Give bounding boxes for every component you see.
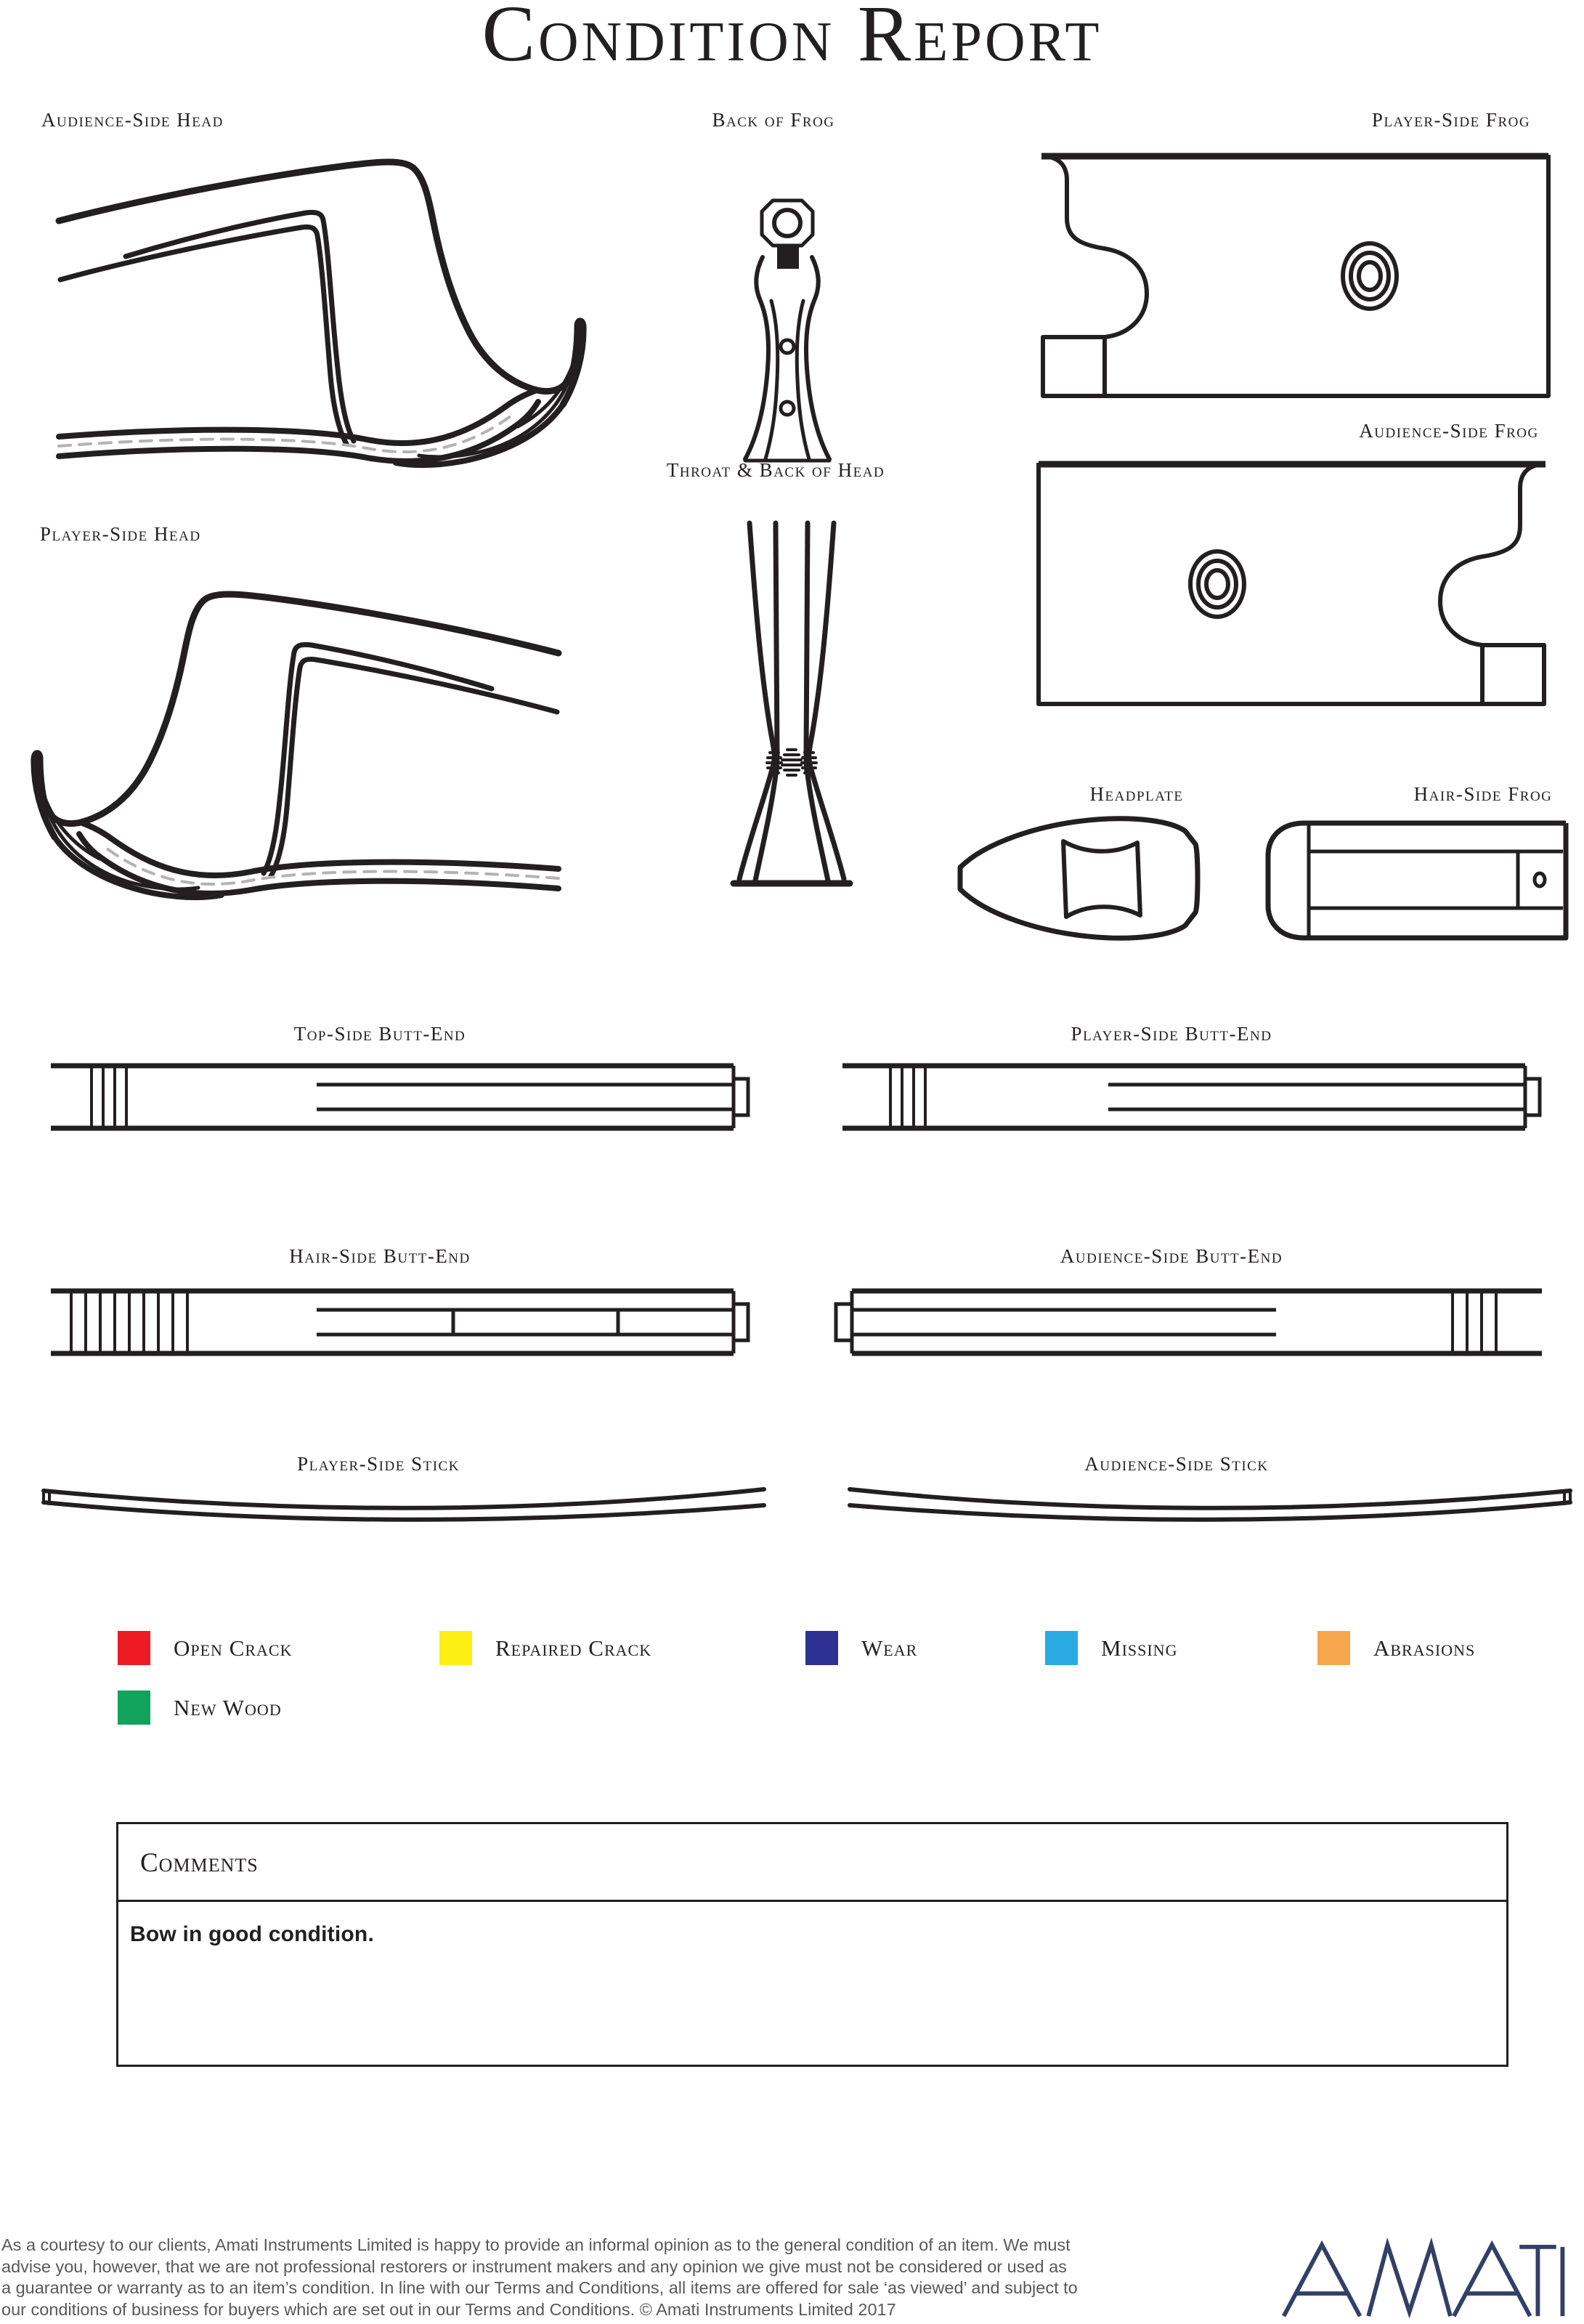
back-of-frog-drawing xyxy=(726,190,857,469)
footer-line: a guarantee or warranty as to an item’s condition. In line with our Terms and Conditions, all items are offered for sale ‘as viewed’ and subject to xyxy=(1,2278,1078,2297)
abrasions-swatch xyxy=(1317,1631,1350,1665)
player-side-butt-end-drawing xyxy=(841,1062,1546,1132)
legend-label: Wear xyxy=(861,1635,918,1661)
top-side-butt-end-drawing xyxy=(49,1062,754,1132)
amati-logo xyxy=(1282,2243,1565,2318)
audience-side-head-drawing xyxy=(18,143,599,466)
audience-side-stick-drawing xyxy=(846,1485,1576,1529)
label-throat-back-of-head: Throat & Back of Head xyxy=(666,459,885,481)
wear-swatch xyxy=(805,1631,838,1665)
label-player-side-stick: Player-Side Stick xyxy=(297,1453,460,1475)
missing-swatch xyxy=(1045,1631,1078,1665)
label-headplate: Headplate xyxy=(1089,783,1184,805)
hair-side-frog-drawing xyxy=(1262,819,1567,943)
legend-label: Open Crack xyxy=(174,1635,293,1661)
legend-label: New Wood xyxy=(174,1695,282,1720)
footer-line: advise you, however, that we are not professional restorers or instrument makers and any opinion we give must not be considered or used as xyxy=(1,2256,1067,2276)
legend-item-wear xyxy=(805,1631,917,1665)
label-audience-side-butt-end: Audience-Side Butt-End xyxy=(1060,1245,1283,1267)
label-player-side-head: Player-Side Head xyxy=(40,523,201,545)
headplate-drawing xyxy=(953,812,1203,944)
legend-label: Missing xyxy=(1101,1635,1178,1661)
label-audience-side-stick: Audience-Side Stick xyxy=(1084,1453,1269,1475)
label-player-side-frog: Player-Side Frog xyxy=(1371,109,1531,131)
label-player-side-butt-end: Player-Side Butt-End xyxy=(1071,1023,1272,1045)
label-audience-side-head: Audience-Side Head xyxy=(41,109,224,131)
audience-side-butt-end-drawing xyxy=(832,1287,1543,1357)
comments-box xyxy=(116,1822,1508,2067)
legend-label: Abrasions xyxy=(1373,1635,1476,1661)
legend-label: Repaired Crack xyxy=(495,1635,652,1661)
footer-disclaimer xyxy=(1,2235,1193,2320)
legend-item-abrasions xyxy=(1317,1631,1475,1665)
new-wood-swatch xyxy=(118,1691,150,1725)
player-side-frog-drawing xyxy=(1034,151,1553,401)
footer-line: As a courtesy to our clients, Amati Instruments Limited is happy to provide an informal opinion as to the general condition of an item. We must xyxy=(1,2235,1071,2254)
legend-item-open-crack xyxy=(118,1631,293,1665)
label-hair-side-frog: Hair-Side Frog xyxy=(1413,783,1553,805)
comments-body-text: Bow in good condition. xyxy=(130,1922,374,1946)
repaired-crack-swatch xyxy=(439,1631,472,1665)
player-side-head-drawing xyxy=(18,575,599,899)
label-audience-side-frog: Audience-Side Frog xyxy=(1359,420,1539,442)
label-back-of-frog: Back of Frog xyxy=(712,109,835,131)
footer-line: our conditions of business for buyers which are set out in our Terms and Conditions. © Amati Instruments Limited 2017 xyxy=(1,2299,896,2319)
throat-back-of-head-drawing xyxy=(719,517,864,895)
label-top-side-butt-end: Top-Side Butt-End xyxy=(293,1023,466,1045)
legend-item-missing xyxy=(1045,1631,1177,1665)
legend-item-new-wood xyxy=(118,1691,282,1725)
player-side-stick-drawing xyxy=(38,1485,768,1529)
audience-side-frog-drawing xyxy=(1034,459,1553,709)
legend-item-repaired-crack xyxy=(439,1631,651,1665)
hair-side-butt-end-drawing xyxy=(49,1287,754,1357)
label-hair-side-butt-end: Hair-Side Butt-End xyxy=(289,1245,471,1267)
open-crack-swatch xyxy=(118,1631,150,1665)
comments-header: Comments xyxy=(118,1824,1506,1902)
page-title: Condition Report xyxy=(482,0,1102,78)
